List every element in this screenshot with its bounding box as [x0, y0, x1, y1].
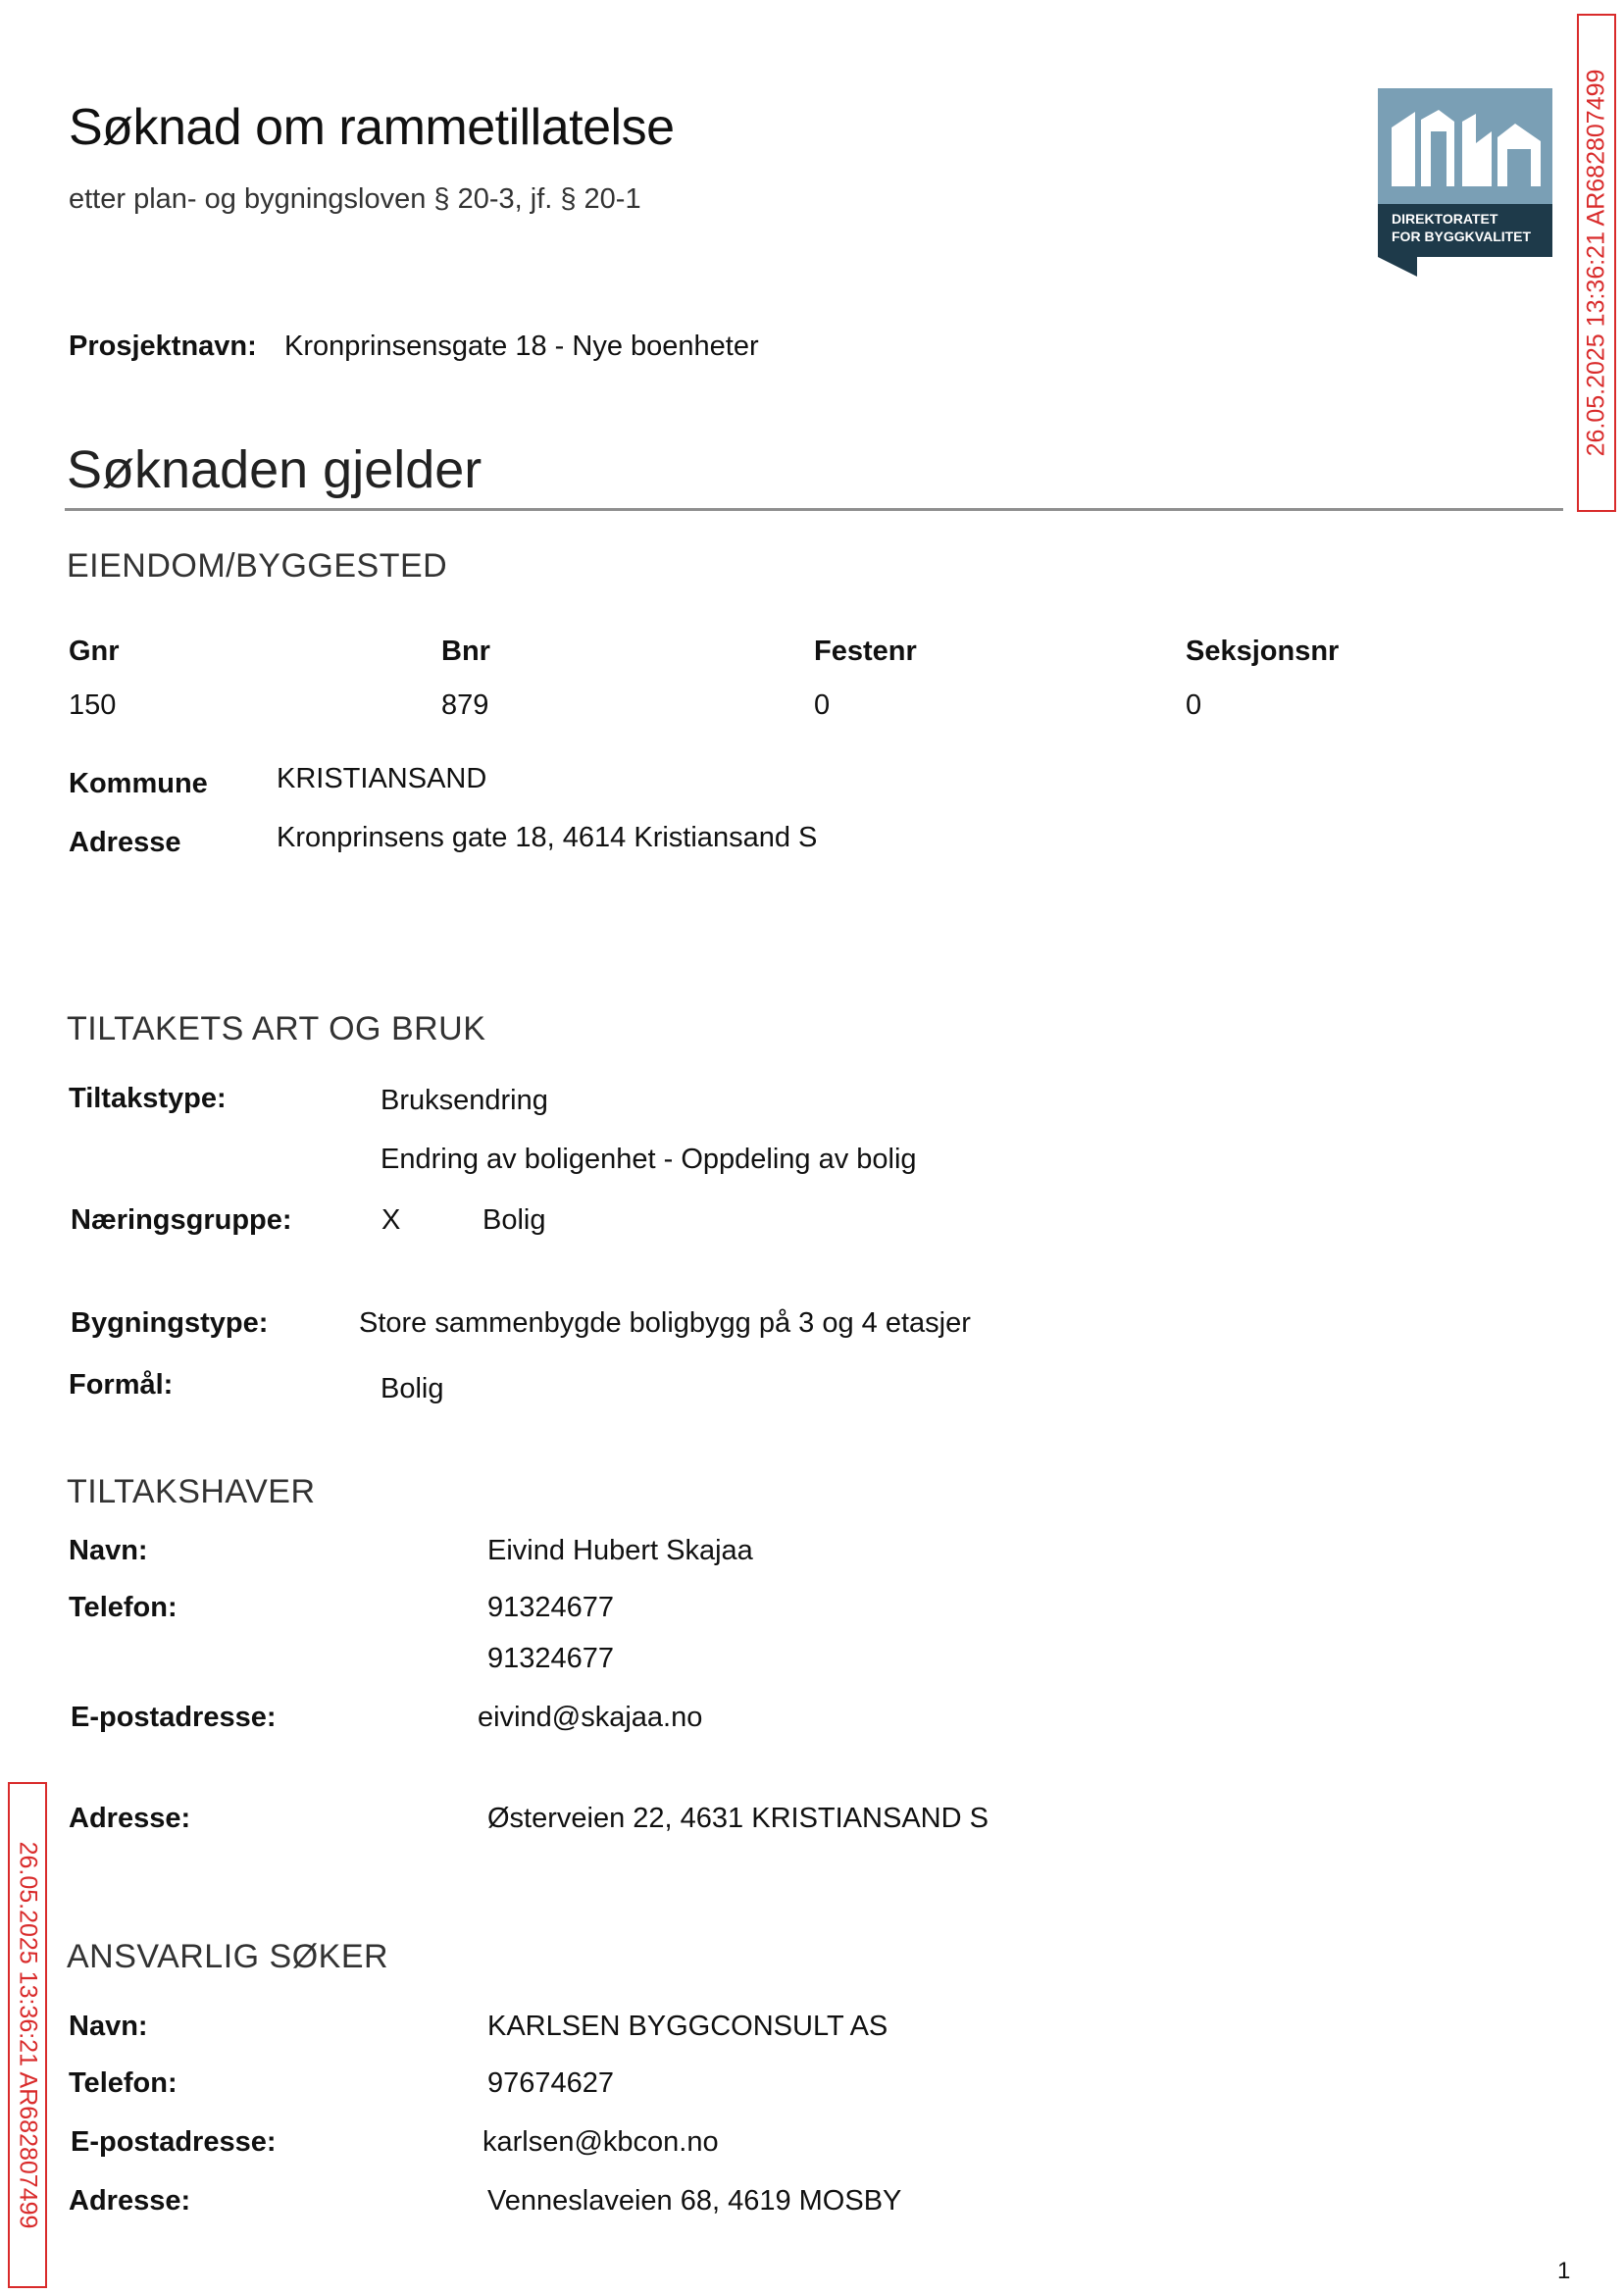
formal-value: Bolig: [381, 1373, 444, 1404]
col-seksjonsnr: Seksjonsnr: [1186, 636, 1340, 667]
tiltakshaver-telefon-2: 91324677: [487, 1643, 615, 1674]
document-title: Søknad om rammetillatelse: [69, 99, 675, 156]
col-gnr: Gnr: [69, 636, 120, 667]
val-seksjonsnr: 0: [1186, 689, 1202, 721]
ansvarlig-adresse: Venneslaveien 68, 4619 MOSBY: [487, 2185, 902, 2217]
top-right-stamp-text: 26.05.2025 13:36:21 AR682807499: [1582, 69, 1610, 457]
naeringsgruppe-label: Næringsgruppe:: [71, 1204, 292, 1236]
project-name: Kronprinsensgate 18 - Nye boenheter: [284, 331, 759, 362]
dibk-logo: [1378, 88, 1552, 277]
bygningstype-label: Bygningstype:: [71, 1307, 269, 1339]
tiltak-heading: TILTAKETS ART OG BRUK: [67, 1010, 486, 1047]
ansvarlig-adresse-label: Adresse:: [69, 2185, 191, 2217]
kommune-label: Kommune: [69, 768, 208, 799]
project-label: Prosjektnavn:: [69, 331, 257, 362]
left-stamp-text: 26.05.2025 13:36:21 AR682807499: [14, 1841, 42, 2229]
ansvarlig-telefon-label: Telefon:: [69, 2067, 178, 2099]
tiltakshaver-adresse-label: Adresse:: [69, 1803, 191, 1834]
tiltakstype-value-2: Endring av boligenhet - Oppdeling av bolig: [381, 1144, 917, 1175]
ansvarlig-epost-label: E-postadresse:: [71, 2126, 277, 2158]
document-subtitle: etter plan- og bygningsloven § 20-3, jf. § 20-1: [69, 183, 641, 215]
tiltakshaver-adresse: Østerveien 22, 4631 KRISTIANSAND S: [487, 1803, 989, 1834]
ansvarlig-navn: KARLSEN BYGGCONSULT AS: [487, 2011, 888, 2042]
top-right-stamp: [1577, 14, 1616, 512]
val-gnr: 150: [69, 689, 117, 721]
logo-line1: DIREKTORATET: [1392, 211, 1498, 227]
logo-line2: FOR BYGGKVALITET: [1392, 229, 1532, 244]
tiltakshaver-navn-label: Navn:: [69, 1535, 148, 1566]
tiltakshaver-epost: eivind@skajaa.no: [478, 1702, 703, 1733]
tiltakshaver-epost-label: E-postadresse:: [71, 1702, 277, 1733]
col-festenr: Festenr: [814, 636, 917, 667]
ansvarlig-heading: ANSVARLIG SØKER: [67, 1938, 389, 1975]
section-title: Søknaden gjelder: [67, 440, 482, 499]
bygningstype-value: Store sammenbygde boligbygg på 3 og 4 etasjer: [359, 1307, 971, 1339]
val-festenr: 0: [814, 689, 831, 721]
tiltakstype-label: Tiltakstype:: [69, 1083, 227, 1114]
eiendom-heading: EIENDOM/BYGGESTED: [67, 547, 448, 585]
ansvarlig-navn-label: Navn:: [69, 2011, 148, 2042]
kommune-value: KRISTIANSAND: [277, 763, 487, 794]
left-stamp: [8, 1782, 47, 2288]
formal-label: Formål:: [69, 1369, 174, 1401]
ansvarlig-epost: karlsen@kbcon.no: [482, 2126, 719, 2158]
tiltakshaver-navn: Eivind Hubert Skajaa: [487, 1535, 753, 1566]
adresse-value: Kronprinsens gate 18, 4614 Kristiansand S: [277, 822, 818, 853]
page-number: 1: [1557, 2258, 1571, 2284]
naeringsgruppe-code: X: [381, 1204, 401, 1236]
tiltakstype-value-1: Bruksendring: [381, 1085, 548, 1116]
ansvarlig-telefon: 97674627: [487, 2067, 615, 2099]
section-rule: [65, 508, 1563, 511]
col-bnr: Bnr: [441, 636, 490, 667]
naeringsgruppe-value: Bolig: [482, 1204, 546, 1236]
tiltakshaver-heading: TILTAKSHAVER: [67, 1473, 316, 1510]
val-bnr: 879: [441, 689, 489, 721]
tiltakshaver-telefon-label: Telefon:: [69, 1592, 178, 1623]
adresse-label: Adresse: [69, 827, 181, 858]
tiltakshaver-telefon-1: 91324677: [487, 1592, 615, 1623]
